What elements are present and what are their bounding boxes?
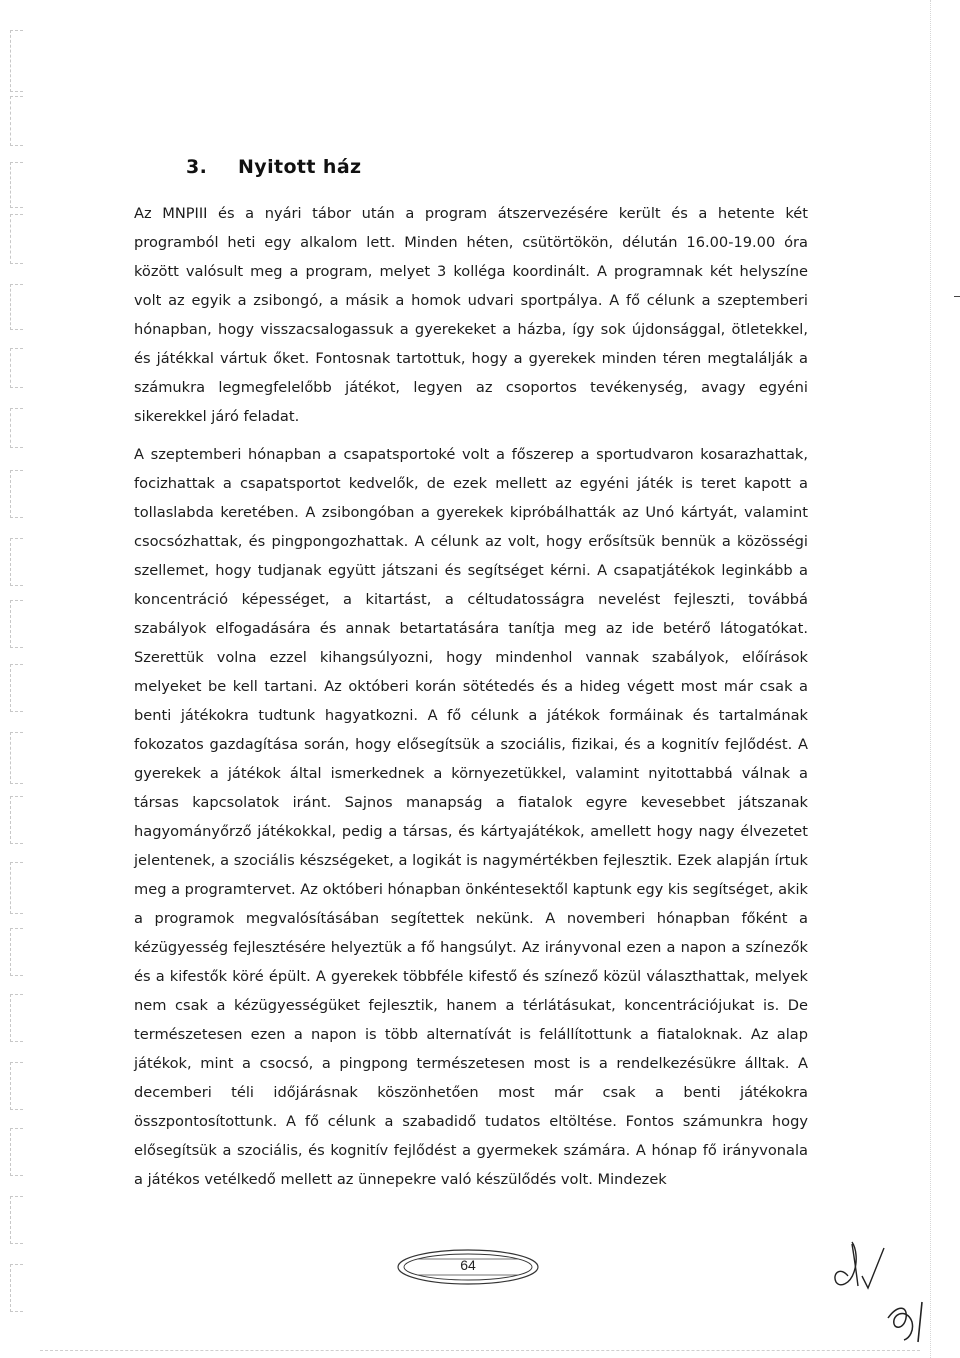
left-margin-scan-marks: [10, 0, 40, 1358]
right-margin-tick: [954, 296, 960, 297]
page-number-badge: [396, 1248, 540, 1286]
section-heading: [186, 156, 362, 178]
section-number: 3.: [186, 156, 208, 178]
right-margin-scan-line: [930, 0, 932, 1358]
section-title: Nyitott ház: [238, 156, 362, 178]
document-body: [134, 199, 808, 1194]
handwritten-signature-icon: [818, 1226, 938, 1346]
paragraph-2: A szeptemberi hónapban a csapatsportoké volt a főszerep a sportudvaron kosarazhattak, focizhattak a csapatsportot kedvelők, de ezek mellett az egyéni játék is teret kapott a tollaslabda keretében. A zsibongóban a gyerekek kipróbálhatták az Unó kártyát, valamint csocsózhattak, és pingpongozhattak. A célunk az volt, hogy erősítsük bennük a közösségi szellemet, hogy tudjanak együtt játszani és segítséget kérni. A csapatjátékok leginkább a koncentráció képességet, a kitartást, a céltudatosságra nevelést fejleszti, továbbá szabályok elfogadására és annak betartatására tanítja meg az ide betérő látogatókat. Szerettük volna ezzel kihangsúlyozni, hogy mindenhol vannak szabályok, előírások melyeket be kell tartani. Az októberi korán sötétedés és a hideg végett most már csak a benti játékokra tudtunk hagyatkozni. A fő célunk a játékok formáinak és tartalmának fokozatos gazdagítása során, hogy elősegítsük a szociális, fizikai, és a kognitív fejlődést. A gyerekek a játékok által ismerkednek a környezetükkel, valamint nyitottabbá válnak a társas kapcsolatok iránt. Sajnos manapság a fiatalok egyre kevesebbet játszanak hagyományőrző játékokkal, pedig a társas, és kártyajátékok, amellett hogy nagy élvezetet jelentenek, a szociális készségeket, a logikát is nagymértékben fejlesztik. Ezek alapján írtuk meg a programtervet. Az októberi hónapban önkéntesektől kaptunk egy kis segítséget, akik a programok megvalósításában segítettek nekünk. A novemberi hónapban főként a kézügyesség fejlesztésére helyeztük a fő hangsúlyt. Az irányvonal ezen a napon a színezők és a kifestők köré épült. A gyerekek többféle kifestő és színező közül választhattak, melyek nem csak a kézügyességüket fejlesztik, hanem a térlátásukat, koncentrációjukat is. De természetesen ezen a napon is több alternatívát is felállítottunk a fiataloknak. Az alap játékok, mint a csocsó, a pingpong természetesen most is a rendelkezésükre álltak. A decemberi téli időjárásnak köszönhetően most már csak a benti játékokra összpontosítottunk. A fő célunk a szabadidő tudatos eltöltése. Fontos számunkra hogy elősegítsük a szociális, és kognitív fejlődést a gyermekek számára. A hónap fő irányvonala a játékos vetélkedő mellett az ünnepekre való készülődés volt. Mindezek: [134, 446, 809, 1188]
bottom-scan-line: [40, 1350, 920, 1351]
paragraph-1: Az MNPIII és a nyári tábor után a program átszervezésére került és a hetente két programból heti egy alkalom lett. Minden héten, csütörtökön, délután 16.00-19.00 óra között valósult meg a program, melyet 3 kolléga koordinált. A programnak két helyszíne volt az egyik a zsibongó, a másik a homok udvari sportpálya. A fő célunk a szeptemberi hónapban, hogy visszacsalogassuk a gyerekeket a házba, így sok újdonsággal, ötletekkel, és játékkal vártuk őket. Fontosnak tartottuk, hogy a gyerekek minden téren megtalálják a számukra legmegfelelőbb játékot, legyen az csoportos tevékenység, avagy egyéni sikerekkel járó feladat.: [134, 205, 808, 425]
page-number: 64: [460, 1257, 476, 1273]
